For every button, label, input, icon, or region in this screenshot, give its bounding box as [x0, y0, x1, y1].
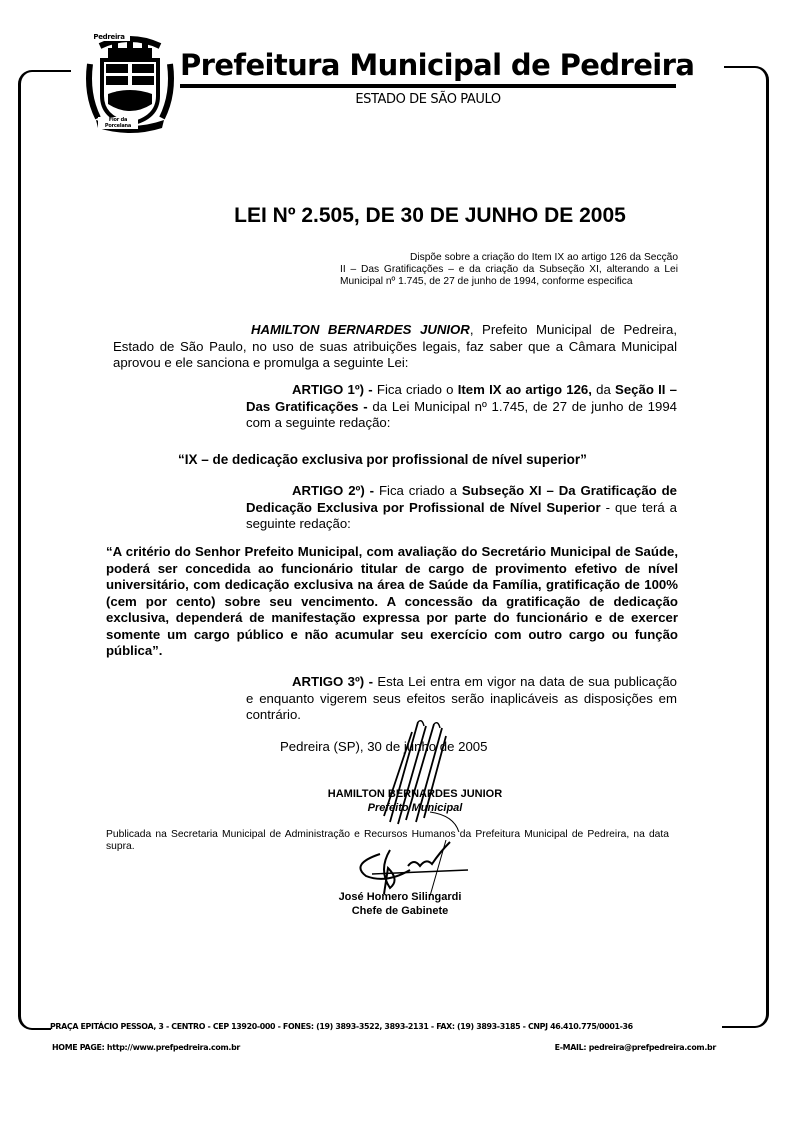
law-title: LEI Nº 2.505, DE 30 DE JUNHO DE 2005: [234, 204, 626, 227]
chief-signature-name: José Homero Silingardi: [338, 891, 462, 903]
header-underline: [180, 84, 676, 88]
header-title: Prefeitura Municipal de Pedreira: [180, 48, 695, 82]
article-1-text: da: [591, 382, 616, 397]
mayor-name: HAMILTON BERNARDES JUNIOR: [251, 322, 470, 337]
place-date: Pedreira (SP), 30 de junho de 2005: [280, 739, 488, 754]
article-2-bold: Subseção XI – Da Gratificação de Dedicação Exclusiva por Profissional de Nível Superior: [246, 483, 678, 515]
footer-homepage[interactable]: HOME PAGE: http://www.prefpedreira.com.br: [52, 1043, 241, 1052]
article-1-bold: Seção II – Das Gratificações -: [246, 382, 677, 414]
subsection-xi-quote: “A critério do Senhor Prefeito Municipal, com avaliação do Secretário Municipal de Saúde, poderá ser concedida ao funcionário titular de cargo de provimento efetivo de nível universitário, com dedicação exclusiva na área de Saúde da Família, gratificação de 100% (cem por cento) sobre seu vencimento. A concessão da gratificação de dedicação exclusiva, dependerá de manifestação expressa por parte do funcionário e de exercer somente um cargo público e não acumular seu exercício com outro cargo ou função pública”.: [106, 544, 678, 658]
article-1-bold: Item IX ao artigo 126,: [457, 382, 592, 397]
footer-address: PRAÇA EPITÁCIO PESSOA, 3 - CENTRO - CEP 13920-000 - FONES: (19) 3893-3522, 3893-2131 - FAX: (19) 3893-3185 - CNPJ 46.410.775/0001-36: [50, 1022, 633, 1031]
article-3-text: Esta Lei entra em vigor na data de sua publicação e enquanto vigerem seus efeitos serão inaplicáveis as disposições em contrário.: [246, 674, 677, 722]
page-frame-top-right: [724, 66, 769, 1012]
header-subtitle: ESTADO DE SÃO PAULO: [355, 92, 501, 107]
item-ix-quote: “IX – de dedicação exclusiva por profissional de nível superior”: [178, 452, 587, 467]
page-frame-bottom-left: [18, 990, 51, 1030]
article-2-label: ARTIGO 2º) -: [292, 483, 375, 498]
page-frame-bottom-right: [722, 990, 769, 1028]
article-1-label: ARTIGO 1º) -: [292, 382, 373, 397]
article-2-text: Fica criado a: [374, 483, 462, 498]
mayor-handwritten-signature: [370, 712, 480, 832]
article-2-text: - que terá a seguinte redação:: [246, 499, 677, 531]
article-1-text: Fica criado o: [372, 382, 458, 397]
crest-label: Pedreira: [88, 33, 130, 41]
law-ementa: Dispõe sobre a criação do Item IX ao artigo 126 da Secção II – Das Gratificações – e da criação da Subseção XI, alterando a Lei Municipal nº 1.745, de 27 de junho de 1994, conforme especifica: [340, 252, 678, 287]
law-intro-text: , Prefeito Municipal de Pedreira, Estado de São Paulo, no uso de suas atribuições legais, faz saber que a Câmara Municipal aprovou e ele sanciona e promulga a seguinte Lei:: [113, 322, 678, 370]
article-2: [246, 483, 677, 533]
page-frame-top-left: [18, 70, 71, 1012]
chief-signature-role: Chefe de Gabinete: [351, 905, 449, 917]
publication-note: Publicada na Secretaria Municipal de Administração e Recursos Humanos da Prefeitura Municipal de Pedreira, na data supra.: [106, 829, 669, 852]
crest-motto: Flor da Porcelana: [98, 117, 138, 129]
law-intro: [113, 322, 677, 372]
mayor-signature-name: HAMILTON BERNARDES JUNIOR: [327, 788, 503, 800]
footer-email[interactable]: E-MAIL: pedreira@prefpedreira.com.br: [554, 1043, 716, 1052]
article-3-label: ARTIGO 3º) -: [292, 674, 373, 689]
article-1: [246, 382, 677, 432]
mayor-signature-role: Prefeito Municipal: [367, 802, 463, 814]
article-1-text: da Lei Municipal nº 1.745, de 27 de junho de 1994 com a seguinte redação:: [246, 398, 677, 430]
